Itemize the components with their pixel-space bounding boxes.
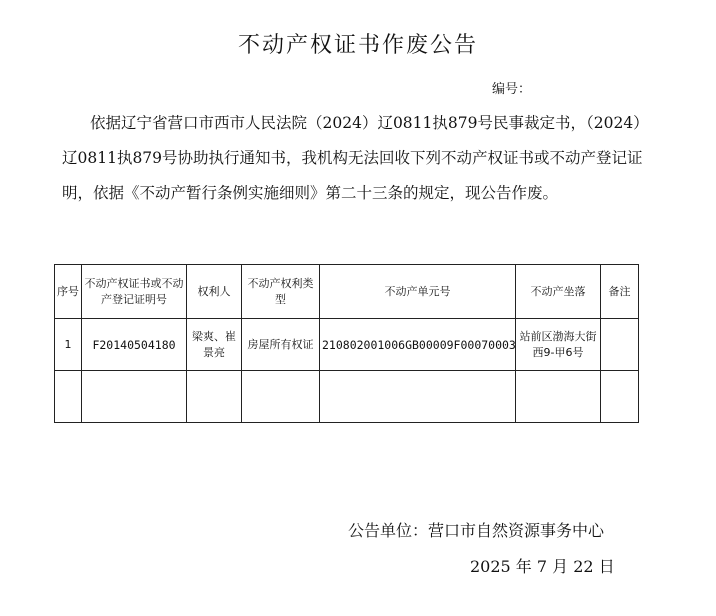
table-row <box>55 371 639 423</box>
table-cell <box>55 371 82 423</box>
header-cell: 不动产单元号 <box>320 265 516 319</box>
table-cell: 1 <box>55 319 82 371</box>
announcement-body <box>62 106 652 211</box>
table-cell <box>187 371 242 423</box>
table-cell: F20140504180 <box>82 319 187 371</box>
table-header-row <box>55 265 639 319</box>
table-cell: 房屋所有权证 <box>242 319 320 371</box>
table-cell: 梁爽、崔景亮 <box>187 319 242 371</box>
document-number-label: 编号： <box>492 82 532 97</box>
header-cell: 备注 <box>601 265 639 319</box>
issuer-line: 公告单位：营口市自然资源事务中心 <box>348 521 605 540</box>
announcement-text: 依据辽宁省营口市西市人民法院（2024）辽0811执879号民事裁定书，（2024）辽0811执879号协助执行通知书，我机构无法回收下列不动产权证书或不动产登记证明，依据《不动产暂行条例实施细则》第二十三条的规定，现公告作废。 <box>62 114 649 202</box>
table-row <box>55 319 639 371</box>
table-cell <box>601 371 639 423</box>
issue-date: 2025 年 7 月 22 日 <box>470 557 615 576</box>
table-cell <box>82 371 187 423</box>
page-title: 不动产权证书作废公告 <box>237 33 478 58</box>
table-cell: 210802001006GB00009F00070003 <box>320 319 516 371</box>
header-cell: 权利人 <box>187 265 242 319</box>
header-cell: 不动产权证书或不动产登记证明号 <box>82 265 187 319</box>
table-cell: 站前区渤海大街西9-甲6号 <box>516 319 601 371</box>
certificate-table <box>54 264 639 423</box>
header-cell: 不动产坐落 <box>516 265 601 319</box>
table-cell <box>320 371 516 423</box>
header-cell: 不动产权利类型 <box>242 265 320 319</box>
table-cell <box>516 371 601 423</box>
table-cell <box>601 319 639 371</box>
table-cell <box>242 371 320 423</box>
header-cell: 序号 <box>55 265 82 319</box>
